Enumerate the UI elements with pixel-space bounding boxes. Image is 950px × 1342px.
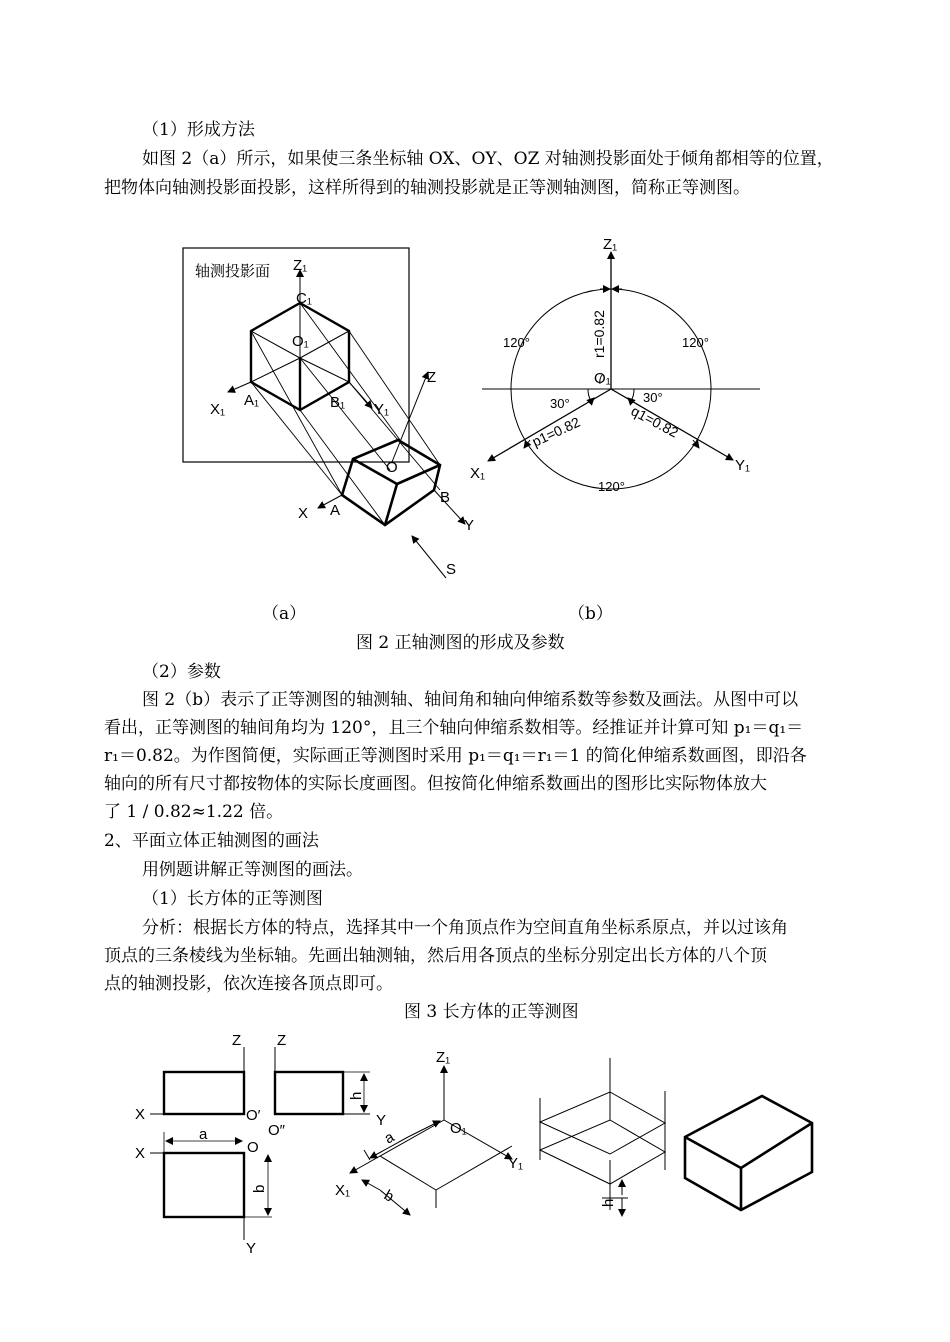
paragraph-line: 看出，正等测图的轴间角均为 120°，且三个轴向伸缩系数相等。经推证并计算可知 p₁＝q₁＝	[104, 718, 804, 738]
axis-label-x1-iso: X₁	[335, 1182, 351, 1199]
view-label-z-front: Z	[232, 1032, 242, 1049]
figure-caption-b: （b）	[568, 604, 613, 624]
view-label-x-top: X	[135, 1145, 146, 1162]
point-label-o: O	[386, 459, 398, 476]
axis-label-y1-iso: Y₁	[508, 1155, 524, 1172]
figure-2b-axes-parameters	[482, 252, 760, 489]
origin-label-o: O	[247, 1139, 259, 1156]
top-view-rect	[164, 1153, 244, 1217]
view-label-y-top: Y	[246, 1240, 257, 1257]
axis-label-x1-b: X₁	[470, 465, 486, 482]
origin-label-o1-b: O₁	[594, 370, 611, 387]
axis-label-x1: X₁	[210, 401, 226, 418]
origin-label-o-double-prime: O″	[268, 1122, 285, 1139]
angle-label-120-left: 120°	[503, 335, 530, 350]
view-label-x-front: X	[135, 1106, 146, 1123]
section-title-2: 2、平面立体正轴测图的画法	[104, 831, 319, 851]
angle-label-30-right: 30°	[643, 390, 663, 405]
paragraph-line: 图 2（b）表示了正等测图的轴测轴、轴间角和轴向伸缩系数等参数及画法。从图中可以	[142, 690, 799, 710]
iso-dimension-label-a: a	[381, 1128, 398, 1148]
point-label-a: A	[330, 502, 341, 519]
axis-label-y: Y	[464, 517, 475, 534]
origin-label-o1-iso: O₁	[450, 1120, 467, 1137]
point-label-b1: B₁	[330, 394, 346, 411]
projection-plane-label: 轴测投影面	[195, 263, 271, 280]
coefficient-label-r1: r1=0.82	[591, 310, 607, 358]
figure-3-orthographic-views	[150, 1047, 370, 1240]
section-heading-parameters: （2）参数	[142, 662, 221, 682]
figure-2-caption: 图 2 正轴测图的形成及参数	[356, 633, 565, 653]
side-view-rect	[275, 1072, 343, 1114]
paragraph-line: 了 1 / 0.82≈1.22 倍。	[104, 802, 284, 822]
dimension-label-a: a	[199, 1126, 208, 1143]
section-heading-cuboid: （1）长方体的正等测图	[142, 889, 323, 909]
iso-dimension-label-h: h	[600, 1198, 617, 1207]
axis-label-z1-iso: Z₁	[436, 1049, 451, 1066]
paragraph-line: 分析：根据长方体的特点，选择其中一个角顶点作为空间直角坐标系原点，并以过该角	[142, 918, 788, 938]
paragraph-line: r₁＝0.82。为作图简便，实际画正等测图时采用 p₁＝q₁＝r₁＝1 的简化伸缩系数画图，即沿各	[104, 746, 807, 766]
paragraph-line: 用例题讲解正等测图的画法。	[142, 860, 363, 880]
paragraph-line: 轴向的所有尺寸都按物体的实际长度画图。但按简化伸缩系数画出的图形比实际物体放大	[104, 774, 767, 794]
front-view-rect	[164, 1072, 244, 1114]
axis-label-z: Z	[427, 369, 437, 386]
figure-3-isometric-base	[350, 1066, 512, 1215]
projection-plane-frame	[183, 248, 409, 462]
figure-2a-projection-diagram	[183, 248, 465, 578]
coefficient-label-q1: q1=0.82	[628, 402, 682, 441]
dimension-label-b: b	[251, 1184, 268, 1193]
spatial-cuboid	[342, 440, 440, 525]
coefficient-label-p1: p1=0.82	[529, 413, 583, 450]
axis-label-z1-b: Z₁	[603, 236, 618, 253]
point-label-c1: C₁	[296, 290, 312, 307]
origin-label-o-prime: O′	[246, 1107, 261, 1124]
point-label-b: B	[440, 489, 451, 506]
paragraph-line: 点的轴测投影，依次连接各顶点即可。	[104, 974, 393, 994]
paragraph-line: 顶点的三条棱线为坐标轴。先画出轴测轴，然后用各顶点的坐标分别定出长方体的八个顶	[104, 946, 767, 966]
point-label-a1: A₁	[244, 392, 260, 409]
point-label-o1: O₁	[292, 333, 309, 350]
figure-caption-a: （a）	[262, 604, 307, 624]
iso-dimension-label-b: b	[381, 1186, 397, 1206]
axis-label-y1: Y₁	[374, 401, 390, 418]
section-heading-formation: （1）形成方法	[142, 120, 255, 140]
angle-label-30-left: 30°	[550, 396, 570, 411]
dimension-label-h: h	[348, 1091, 365, 1100]
axis-label-y1-b: Y₁	[735, 457, 751, 474]
axis-label-z1: Z₁	[293, 257, 308, 274]
angle-label-120-bottom: 120°	[598, 479, 625, 494]
angle-label-120-right: 120°	[682, 335, 709, 350]
axis-label-x: X	[298, 505, 309, 522]
view-label-z-side: Z	[277, 1032, 287, 1049]
figure-3-isometric-construction	[540, 1058, 665, 1216]
direction-label-s: S	[446, 561, 457, 578]
view-label-y-side: Y	[376, 1112, 387, 1129]
paragraph-line: 如图 2（a）所示，如果使三条坐标轴 OX、OY、OZ 对轴测投影面处于倾角都相等的位置，	[142, 149, 834, 169]
figure-3-final-cuboid	[685, 1096, 812, 1210]
paragraph-line: 把物体向轴测投影面投影，这样所得到的轴测投影就是正等测轴测图，简称正等测图。	[104, 178, 750, 198]
figure-3-caption: 图 3 长方体的正等测图	[404, 1002, 579, 1022]
